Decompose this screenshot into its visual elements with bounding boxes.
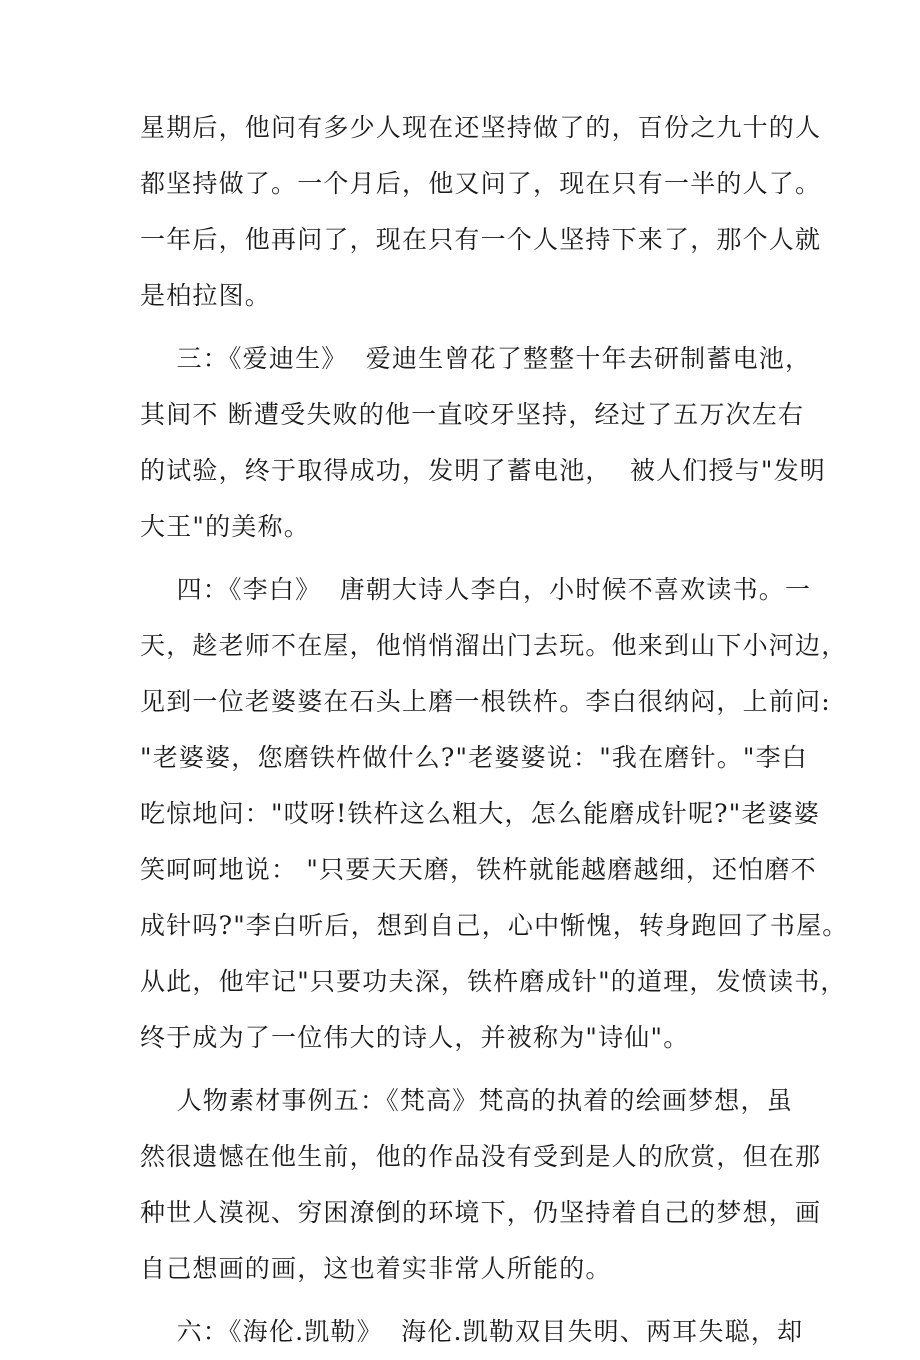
text-line: 六：《海伦.凯勒》 海伦.凯勒双目失明、两耳失聪，却	[140, 1317, 804, 1346]
text-line: 笑呵呵地说： "只要天天磨，铁杵就能越磨越细，还怕磨不	[140, 855, 817, 884]
document-body	[140, 100, 849, 1360]
paragraph-li-bai	[140, 562, 849, 1066]
paragraph-van-gogh	[140, 1073, 822, 1297]
text-line: 天，趁老师不在屋，他悄悄溜出门去玩。他来到山下小河边，	[140, 631, 848, 660]
text-line: 都坚持做了。一个月后，他又问了，现在只有一半的人了。	[140, 169, 822, 198]
text-line: 种世人漠视、穷困潦倒的环境下，仍坚持着自己的梦想，画	[140, 1198, 822, 1227]
text-line: 的试验，终于取得成功，发明了蓄电池， 被人们授与"发明	[140, 456, 826, 485]
paragraph-plato-ending	[140, 100, 822, 324]
text-line: 其间不 断遭受失败的他一直咬牙坚持，经过了五万次左右	[140, 400, 805, 429]
paragraph-gap	[140, 1066, 782, 1073]
paragraph-gap	[140, 324, 782, 331]
text-line: 成针吗?"李白听后，想到自己，心中惭愧，转身跑回了书屋。	[140, 911, 849, 940]
text-line: 吃惊地问："哎呀!铁杵这么粗大，怎么能磨成针呢?"老婆婆	[140, 799, 821, 828]
text-line: 自己想画的画，这也着实非常人所能的。	[140, 1254, 612, 1283]
paragraph-edison	[140, 331, 826, 555]
text-line: 一年后，他再问了，现在只有一个人坚持下来了，那个人就	[140, 225, 822, 254]
text-line: 从此，他牢记"只要功夫深，铁杵磨成针"的道理，发愤读书，	[140, 967, 847, 996]
paragraph-helen-keller	[140, 1304, 804, 1360]
text-line: 四：《李白》 唐朝大诗人李白，小时候不喜欢读书。一	[140, 575, 812, 604]
paragraph-gap	[140, 555, 782, 562]
text-line: 大王"的美称。	[140, 512, 310, 541]
text-line: 然很遗憾在他生前，他的作品没有受到是人的欣赏，但在那	[140, 1142, 822, 1171]
text-line: 人物素材事例五：《梵高》梵高的执着的绘画梦想，虽	[140, 1086, 793, 1115]
text-line: 是柏拉图。	[140, 281, 272, 310]
text-line: "老婆婆，您磨铁杵做什么?"老婆婆说："我在磨针。"李白	[140, 743, 809, 772]
text-line: 三：《爱迪生》 爱迪生曾花了整整十年去研制蓄电池，	[140, 344, 812, 373]
paragraph-gap	[140, 1297, 782, 1304]
text-line: 星期后，他问有多少人现在还坚持做了的，百份之九十的人	[140, 113, 822, 142]
text-line: 终于成为了一位伟大的诗人，并被称为"诗仙"。	[140, 1023, 690, 1052]
text-line: 见到一位老婆婆在石头上磨一根铁杵。李白很纳闷，上前问:	[140, 687, 831, 716]
